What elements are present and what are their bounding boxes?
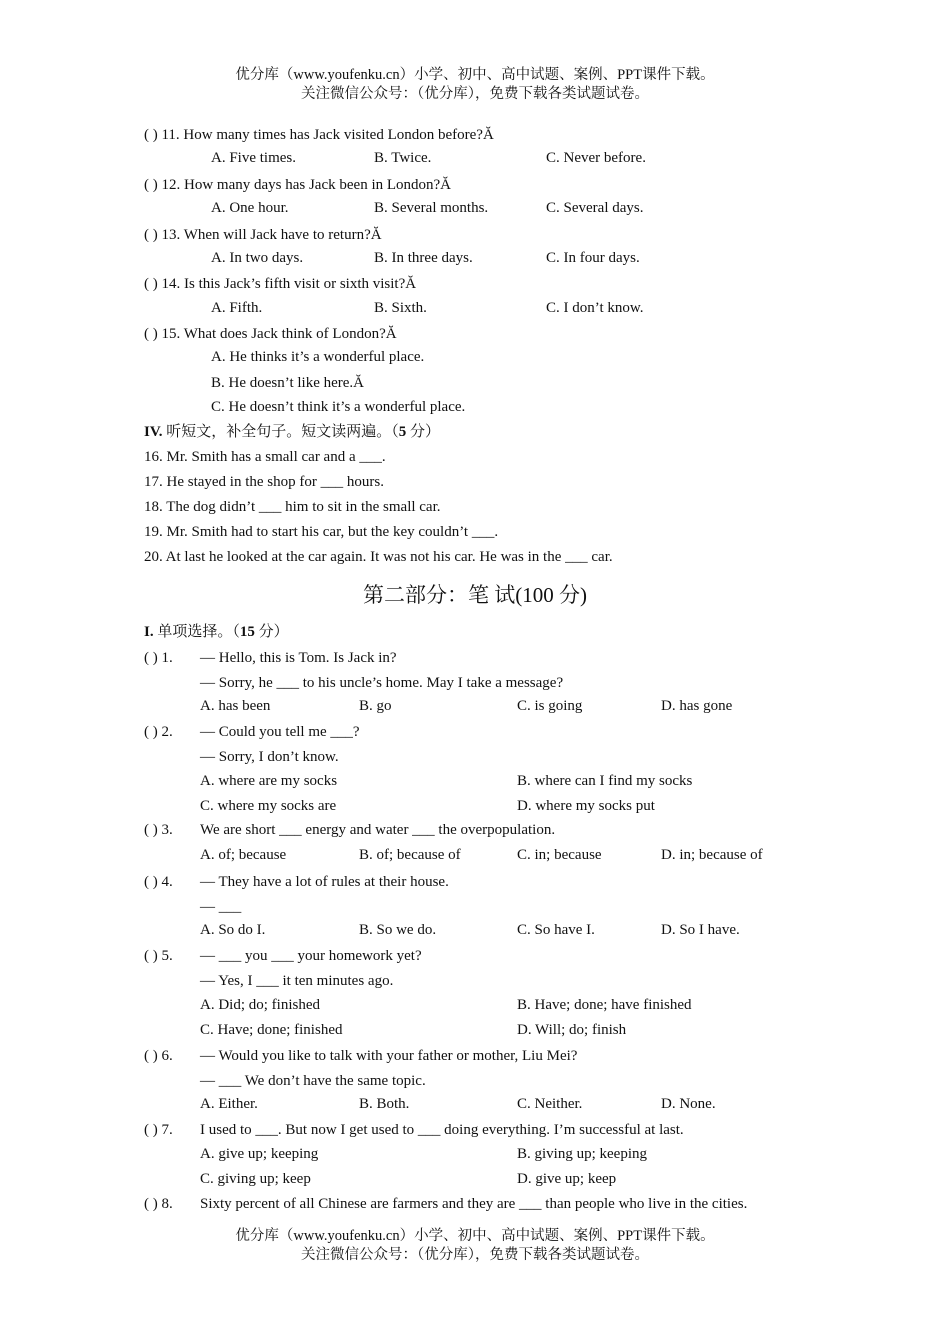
sentence-17: 17. He stayed in the shop for ___ hours. (144, 474, 384, 490)
mc-5-option-b: B. Have; done; have finished (517, 997, 692, 1013)
mc-1-option-d: D. has gone (661, 698, 733, 714)
option-14-a: A. Fifth. (211, 300, 263, 316)
mc-3-option-b: B. of; because of (359, 847, 461, 863)
option-14-c: C. I don’t know. (546, 300, 644, 316)
mc-5-option-c: C. Have; done; finished (200, 1022, 343, 1038)
mc-2-option-c: C. where my socks are (200, 798, 337, 814)
option-15-b: B. He doesn’t like here.Ă (211, 375, 365, 391)
section-iv-roman: IV. (144, 424, 163, 440)
mc-1-option-a: A. has been (200, 698, 271, 714)
mc-2-option-b: B. where can I find my socks (517, 773, 693, 789)
footer-line-2: 关注微信公众号：（优分库），免费下载各类试题试卷。 (301, 1247, 649, 1263)
mc-6-option-a: A. Either. (200, 1096, 258, 1112)
mc-4-line-1: — They have a lot of rules at their house. (200, 874, 449, 890)
mc-3-option-c: C. in; because (517, 847, 602, 863)
header-line-1: 优分库（www.youfenku.cn）小学、初中、高中试题、案例、PPT课件下载。 (235, 67, 715, 83)
mc-6-line-1: — Would you like to talk with your father or mother, Liu Mei? (200, 1048, 578, 1064)
mc-6-option-b: B. Both. (359, 1096, 410, 1112)
mc-6-option-d: D. None. (661, 1096, 716, 1112)
mc-4-option-b: B. So we do. (359, 922, 437, 938)
mc-7-option-a: A. give up; keeping (200, 1146, 319, 1162)
sentence-20: 20. At last he looked at the car again. It was not his car. He was in the ___ car. (144, 549, 613, 565)
mc-3-number: ( ) 3. (144, 822, 173, 838)
mc-2-line-1: — Could you tell me ___? (200, 724, 360, 740)
mc-4-option-a: A. So do I. (200, 922, 266, 938)
option-11-c: C. Never before. (546, 150, 646, 166)
mc-4-option-c: C. So have I. (517, 922, 595, 938)
question-12: ( ) 12. How many days has Jack been in London?Ă (144, 177, 452, 193)
section-i-title: 单项选择。（ (153, 624, 240, 640)
option-12-b: B. Several months. (374, 200, 489, 216)
mc-7-option-d: D. give up; keep (517, 1171, 617, 1187)
option-11-b: B. Twice. (374, 150, 432, 166)
page-header (0, 66, 950, 104)
mc-5-line-1: — ___ you ___ your homework yet? (200, 948, 422, 964)
header-line-2: 关注微信公众号：（优分库），免费下载各类试题试卷。 (301, 86, 649, 102)
sentence-18: 18. The dog didn’t ___ him to sit in the small car. (144, 499, 441, 515)
section-i-score: 15 (239, 624, 255, 640)
footer-line-1: 优分库（www.youfenku.cn）小学、初中、高中试题、案例、PPT课件下载。 (235, 1228, 715, 1244)
question-11: ( ) 11. How many times has Jack visited London before?Ă (144, 127, 494, 143)
section-i-unit: 分） (254, 624, 289, 640)
mc-1-line-1: — Hello, this is Tom. Is Jack in? (200, 650, 397, 666)
option-13-a: A. In two days. (211, 250, 304, 266)
section-iv-title: 听短文，补全句子。短文读两遍。（ (162, 424, 399, 440)
mc-3-line-1: We are short ___ energy and water ___ the overpopulation. (200, 822, 556, 838)
mc-4-number: ( ) 4. (144, 874, 173, 890)
option-13-b: B. In three days. (374, 250, 473, 266)
option-12-a: A. One hour. (211, 200, 289, 216)
section-i-roman: I. (144, 624, 154, 640)
sentence-19: 19. Mr. Smith had to start his car, but the key couldn’t ___. (144, 524, 499, 540)
question-14: ( ) 14. Is this Jack’s fifth visit or sixth visit?Ă (144, 276, 417, 292)
mc-2-line-2: — Sorry, I don’t know. (200, 749, 339, 765)
mc-1-option-b: B. go (359, 698, 392, 714)
mc-5-number: ( ) 5. (144, 948, 173, 964)
question-13: ( ) 13. When will Jack have to return?Ă (144, 227, 382, 243)
sentence-16: 16. Mr. Smith has a small car and a ___. (144, 449, 386, 465)
mc-1-line-2: — Sorry, he ___ to his uncle’s home. May I take a message? (200, 675, 564, 691)
mc-8-line-1: Sixty percent of all Chinese are farmers and they are ___ than people who live in the cities. (200, 1196, 748, 1212)
mc-2-option-d: D. where my socks put (517, 798, 655, 814)
section-i-heading (144, 622, 289, 642)
mc-6-option-c: C. Neither. (517, 1096, 583, 1112)
mc-4-line-2: — ___ (200, 899, 242, 915)
mc-5-option-a: A. Did; do; finished (200, 997, 320, 1013)
mc-1-option-c: C. is going (517, 698, 583, 714)
mc-5-option-d: D. Will; do; finish (517, 1022, 627, 1038)
section-iv-score: 5 (398, 424, 407, 440)
mc-6-line-2: — ___ We don’t have the same topic. (200, 1073, 426, 1089)
section-iv-heading (144, 422, 440, 442)
mc-7-line-1: I used to ___. But now I get used to ___ doing everything. I’m successful at last. (200, 1122, 684, 1138)
mc-2-option-a: A. where are my socks (200, 773, 338, 789)
option-13-c: C. In four days. (546, 250, 640, 266)
mc-3-option-a: A. of; because (200, 847, 287, 863)
mc-1-number: ( ) 1. (144, 650, 173, 666)
part-two-title: 第二部分：笔 试(100 分) (363, 583, 587, 607)
mc-8-number: ( ) 8. (144, 1196, 173, 1212)
option-15-c: C. He doesn’t think it’s a wonderful place. (211, 399, 466, 415)
mc-4-option-d: D. So I have. (661, 922, 740, 938)
option-15-a: A. He thinks it’s a wonderful place. (211, 349, 425, 365)
mc-6-number: ( ) 6. (144, 1048, 173, 1064)
mc-3-option-d: D. in; because of (661, 847, 763, 863)
mc-7-option-c: C. giving up; keep (200, 1171, 311, 1187)
section-iv-unit: 分） (406, 424, 441, 440)
mc-5-line-2: — Yes, I ___ it ten minutes ago. (200, 973, 394, 989)
page-footer (0, 1227, 950, 1265)
mc-7-number: ( ) 7. (144, 1122, 173, 1138)
mc-7-option-b: B. giving up; keeping (517, 1146, 647, 1162)
question-15: ( ) 15. What does Jack think of London?Ă (144, 326, 397, 342)
mc-2-number: ( ) 2. (144, 724, 173, 740)
option-14-b: B. Sixth. (374, 300, 427, 316)
option-12-c: C. Several days. (546, 200, 644, 216)
option-11-a: A. Five times. (211, 150, 296, 166)
